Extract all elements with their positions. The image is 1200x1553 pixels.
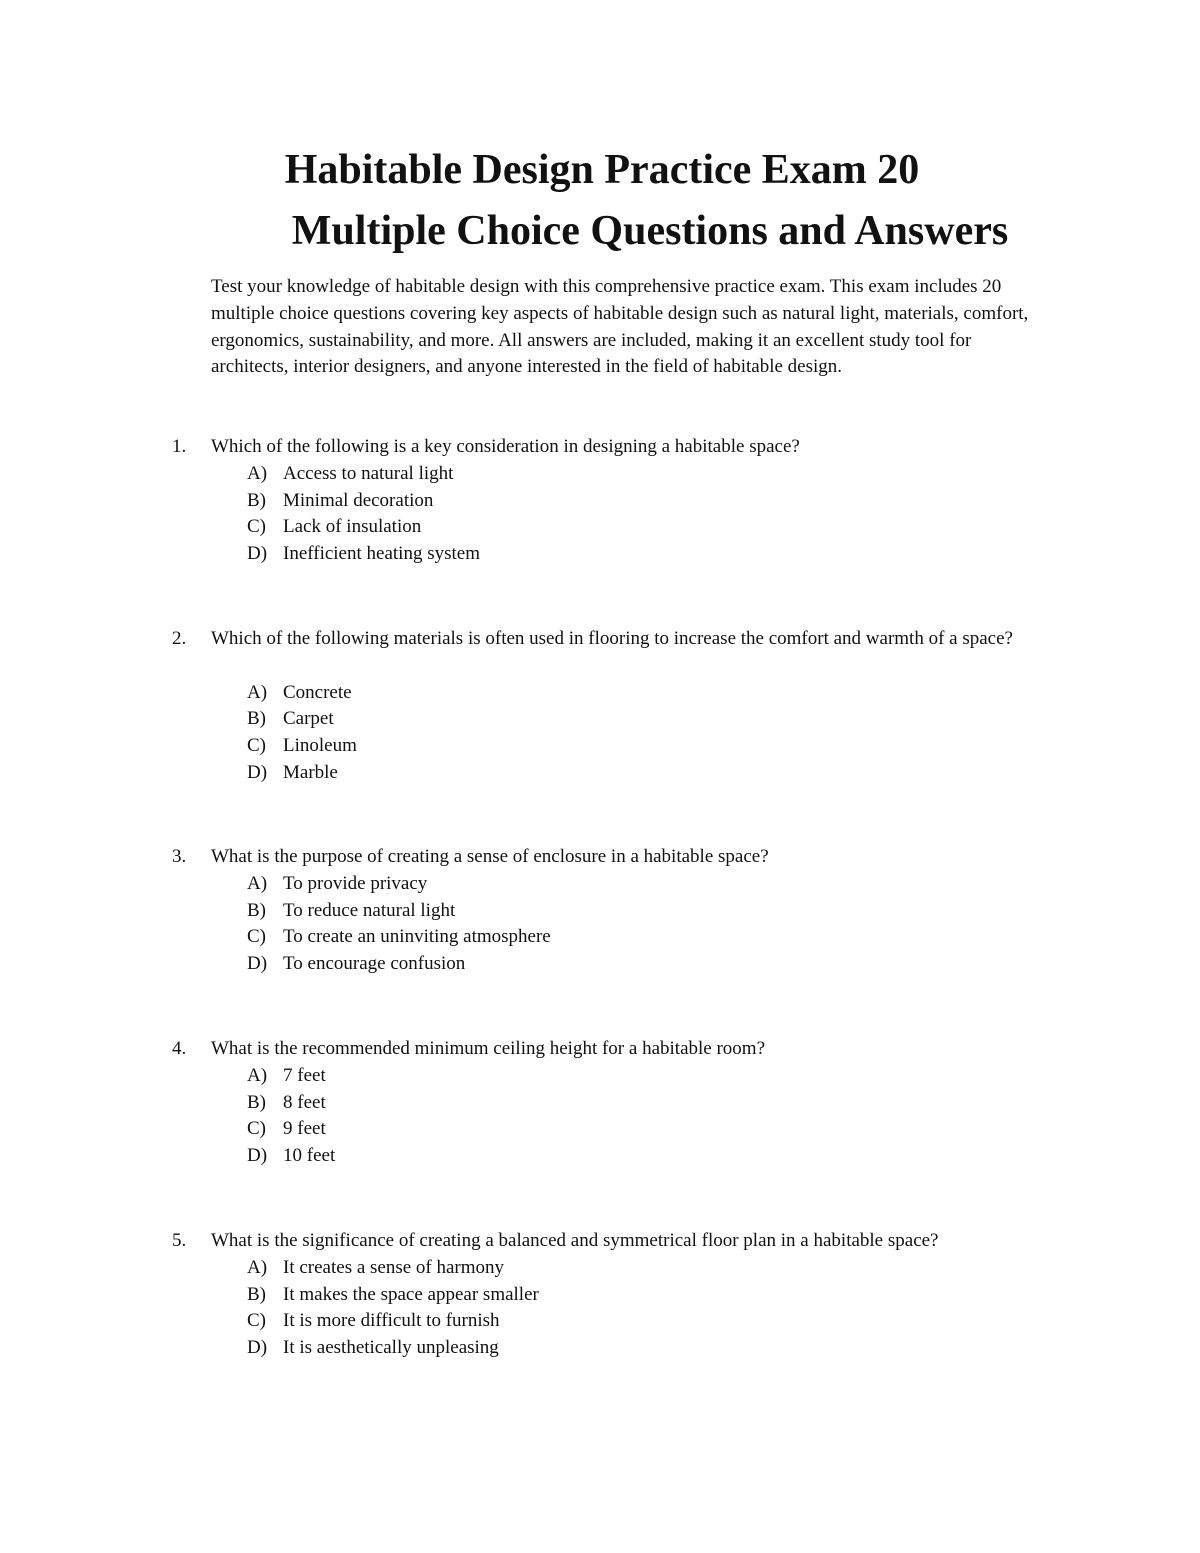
option-text: 10 feet [283,1145,336,1167]
question-text: Which of the following materials is often used in flooring to increase the comfort and warmth of a space? [211,628,1013,649]
answer-option-c [0,924,1200,951]
option-text: To provide privacy [283,872,428,894]
option-text: Marble [283,761,338,783]
option-letter: A) [247,1064,268,1086]
question-number: 2. [172,628,187,649]
option-letter: C) [247,735,266,757]
question-number: 3. [172,846,187,867]
option-text: It makes the space appear smaller [283,1283,539,1305]
answer-option-a [0,1255,1200,1282]
option-text: 7 feet [283,1064,326,1086]
option-text: 9 feet [283,1118,326,1140]
answer-option-c [0,1308,1200,1335]
answer-option-b [0,1282,1200,1309]
option-text: Linoleum [283,735,357,757]
answer-options [0,871,1200,978]
option-letter: D) [247,761,268,783]
answer-option-b [0,1090,1200,1117]
option-letter: A) [247,462,268,484]
answer-option-d [0,951,1200,978]
answer-options [0,1255,1200,1362]
answer-option-a [0,871,1200,898]
option-text: Inefficient heating system [283,543,480,565]
answer-option-b [0,898,1200,925]
option-letter: C) [247,1310,266,1332]
question-number: 1. [172,436,187,457]
question-text: What is the purpose of creating a sense of enclosure in a habitable space? [211,846,769,867]
option-letter: C) [247,926,266,948]
answer-options [0,680,1200,787]
answer-option-b [0,488,1200,515]
option-letter: B) [247,1283,266,1305]
question-number: 4. [172,1038,187,1059]
option-text: Concrete [283,681,352,703]
option-text: Carpet [283,708,334,730]
option-text: To encourage confusion [283,953,466,975]
option-letter: A) [247,681,268,703]
option-letter: B) [247,708,266,730]
option-letter: A) [247,1256,268,1278]
option-letter: C) [247,516,266,538]
answer-options [0,461,1200,568]
option-letter: B) [247,489,266,511]
option-text: It creates a sense of harmony [283,1256,505,1278]
answer-option-d [0,760,1200,787]
option-text: Lack of insulation [283,516,422,538]
question-text: Which of the following is a key consideration in designing a habitable space? [211,436,800,457]
option-text: It is aesthetically unpleasing [283,1337,499,1359]
option-letter: B) [247,1091,266,1113]
option-text: To reduce natural light [283,899,456,921]
option-letter: D) [247,1145,268,1167]
answer-option-c [0,514,1200,541]
question-text: What is the significance of creating a balanced and symmetrical floor plan in a habitable space? [211,1230,939,1251]
answer-option-a [0,461,1200,488]
question-text: What is the recommended minimum ceiling height for a habitable room? [211,1038,765,1059]
option-letter: C) [247,1118,266,1140]
document-title-line-2: Multiple Choice Questions and Answers [291,208,1009,254]
answer-option-a [0,680,1200,707]
option-letter: D) [247,1337,268,1359]
option-letter: D) [247,543,268,565]
answer-option-d [0,541,1200,568]
answer-option-c [0,733,1200,760]
option-letter: D) [247,953,268,975]
answer-option-a [0,1063,1200,1090]
answer-option-d [0,1143,1200,1170]
answer-option-c [0,1116,1200,1143]
option-letter: A) [247,872,268,894]
document-title-line-1: Habitable Design Practice Exam 20 [284,147,920,193]
answer-options [0,1063,1200,1170]
option-letter: B) [247,899,266,921]
option-text: To create an uninviting atmosphere [283,926,551,948]
option-text: It is more difficult to furnish [283,1310,500,1332]
option-text: Access to natural light [283,462,454,484]
answer-option-b [0,706,1200,733]
answer-option-d [0,1335,1200,1362]
intro-paragraph: Test your knowledge of habitable design with this comprehensive practice exam. This exam includes 20 multiple choice questions covering key aspects of habitable design such as natural light, materials, comfort, ergonomics, sustainability, and more. All answers are included, making it an excellent study tool for architects, interior designers, and anyone interested in the field of habitable design. [211,276,1029,378]
option-text: Minimal decoration [283,489,434,511]
question-number: 5. [172,1230,187,1251]
option-text: 8 feet [283,1091,326,1113]
